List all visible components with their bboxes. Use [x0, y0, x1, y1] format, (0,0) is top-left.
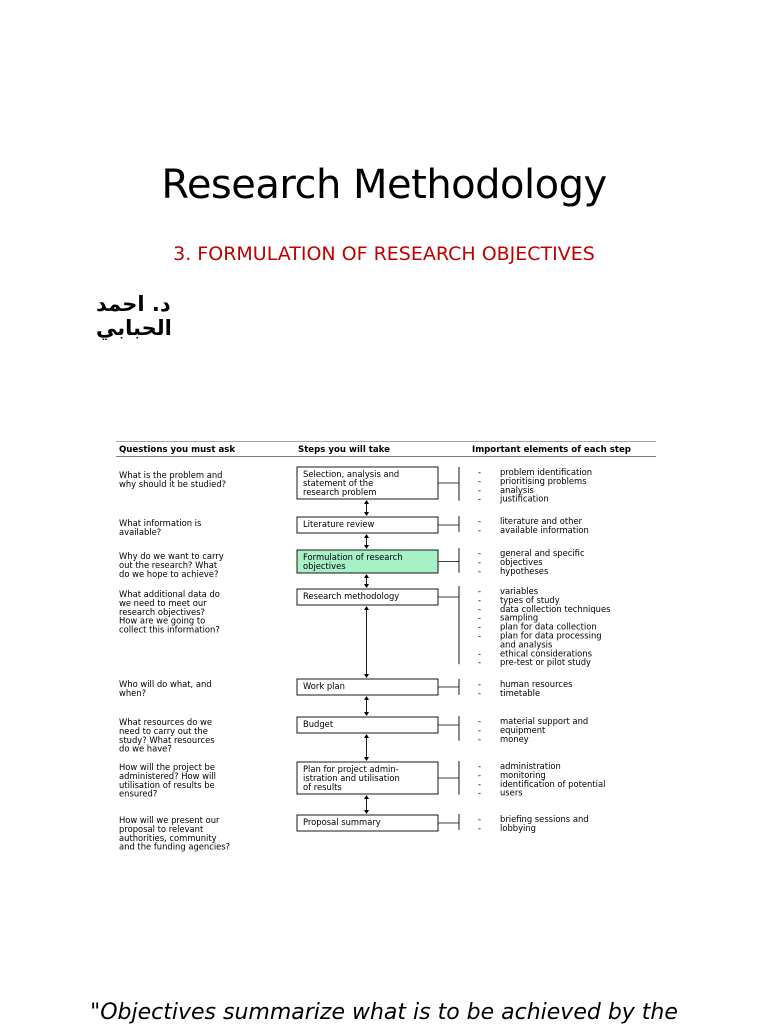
figure-content	[116, 442, 656, 852]
element-dash: -	[478, 724, 482, 735]
question-text: ensured?	[119, 788, 158, 799]
element-text: and analysis	[500, 639, 553, 650]
step-text: Work plan	[303, 681, 345, 691]
element-dash: -	[478, 814, 482, 824]
question-text: out the research? What	[119, 559, 218, 570]
element-dash: -	[478, 621, 482, 632]
element-text: types of study	[500, 594, 560, 605]
element-dash: -	[478, 586, 482, 596]
flow-arrow-up	[364, 795, 369, 799]
flow-arrow-down	[364, 712, 369, 716]
element-dash: -	[478, 761, 482, 771]
element-text: problem identification	[500, 467, 593, 477]
flow-arrow-up	[364, 500, 369, 504]
column-header: Steps you will take	[298, 445, 390, 455]
flow-arrow-up	[364, 696, 369, 700]
page-subtitle: 3. FORMULATION OF RESEARCH OBJECTIVES	[173, 243, 595, 265]
element-text: equipment	[500, 724, 546, 735]
element-dash: -	[478, 603, 482, 614]
question-text: Who will do what, and	[119, 679, 212, 689]
element-text: available information	[500, 524, 589, 535]
question-text: How will we present our	[119, 815, 220, 825]
element-text: plan for data collection	[500, 621, 597, 632]
question-text: utilisation of results be	[119, 779, 215, 790]
element-dash: -	[478, 524, 482, 535]
question-text: study? What resources	[119, 734, 215, 745]
element-dash: -	[478, 484, 482, 495]
element-text: administration	[500, 761, 561, 771]
element-dash: -	[478, 716, 482, 726]
element-text: sampling	[500, 612, 539, 623]
element-dash: -	[478, 687, 482, 698]
element-text: plan for data processing	[500, 630, 602, 641]
element-text: money	[500, 733, 529, 744]
element-text: general and specific	[500, 548, 585, 558]
element-text: hypotheses	[500, 565, 549, 576]
objectives-quote: "Objectives summarize what is to be achieved by the	[90, 1000, 678, 1025]
flow-arrow-down	[364, 757, 369, 761]
step-text: objectives	[303, 561, 346, 571]
flow-arrow-up	[364, 734, 369, 738]
author-name: د. احمد الحبابي	[96, 292, 172, 340]
element-text: monitoring	[500, 769, 546, 780]
question-text: available?	[119, 526, 162, 537]
step-text: Formulation of research	[303, 552, 403, 562]
element-text: human resources	[500, 679, 573, 689]
question-text: proposal to relevant	[119, 823, 204, 834]
question-text: What information is	[119, 518, 202, 528]
element-text: identification of potential	[500, 778, 606, 789]
flow-arrow-down	[364, 512, 369, 516]
element-dash: -	[478, 822, 482, 833]
step-text: Literature review	[303, 519, 375, 529]
question-text: What resources do we	[119, 717, 213, 727]
flow-arrow-down	[364, 584, 369, 588]
question-text: do we hope to achieve?	[119, 568, 219, 579]
element-dash: -	[478, 475, 482, 486]
element-dash: -	[478, 769, 482, 780]
element-text: pre-test or pilot study	[500, 657, 591, 668]
element-dash: -	[478, 787, 482, 798]
element-dash: -	[478, 556, 482, 567]
question-text: How will the project be	[119, 762, 216, 772]
element-text: literature and other	[500, 516, 583, 526]
flow-arrow-up	[364, 606, 369, 610]
step-text: Plan for project admin-	[303, 764, 399, 774]
step-text: Selection, analysis and	[303, 469, 400, 479]
page-title: Research Methodology	[161, 162, 607, 208]
question-text: administered? How will	[119, 770, 216, 781]
step-text: istration and utilisation	[303, 773, 400, 783]
step-text: Research methodology	[303, 591, 400, 601]
element-dash: -	[478, 612, 482, 623]
question-text: and the funding agencies?	[119, 841, 231, 852]
element-dash: -	[478, 594, 482, 605]
question-text: do we have?	[119, 743, 172, 754]
element-dash: -	[478, 493, 482, 504]
question-text: What additional data do	[119, 589, 220, 599]
element-text: material support and	[500, 716, 589, 726]
element-dash: -	[478, 630, 482, 641]
element-dash: -	[478, 516, 482, 526]
flow-arrow-up	[364, 574, 369, 578]
element-text: users	[500, 787, 523, 798]
question-text: research objectives?	[119, 606, 205, 617]
element-dash: -	[478, 657, 482, 668]
element-dash: -	[478, 679, 482, 689]
step-text: Proposal summary	[303, 817, 381, 827]
step-text: research problem	[303, 487, 377, 497]
column-header: Important elements of each step	[472, 445, 631, 455]
element-text: timetable	[500, 687, 541, 698]
element-text: data collection techniques	[500, 603, 611, 614]
question-text: How are we going to	[119, 615, 206, 626]
flow-arrow-down	[364, 674, 369, 678]
element-dash: -	[478, 467, 482, 477]
question-text: why should it be studied?	[119, 478, 227, 489]
element-dash: -	[478, 565, 482, 576]
element-text: analysis	[500, 484, 534, 495]
question-text: Why do we want to carry	[119, 551, 224, 561]
step-text: Budget	[303, 719, 334, 729]
question-text: What is the problem and	[119, 470, 223, 480]
question-text: need to carry out the	[119, 725, 208, 736]
flow-arrow-down	[364, 545, 369, 549]
element-text: briefing sessions and	[500, 814, 589, 824]
element-text: objectives	[500, 556, 543, 567]
step-text: of results	[303, 782, 342, 792]
element-text: justification	[500, 493, 549, 504]
column-header: Questions you must ask	[119, 445, 236, 455]
element-text: variables	[500, 586, 539, 596]
question-text: when?	[119, 687, 147, 698]
question-text: we need to meet our	[119, 597, 207, 608]
step-text: statement of the	[303, 478, 374, 488]
element-text: ethical considerations	[500, 648, 592, 659]
element-dash: -	[478, 778, 482, 789]
flow-arrow-up	[364, 534, 369, 538]
element-dash: -	[478, 648, 482, 659]
flow-arrow-down	[364, 810, 369, 814]
element-text: lobbying	[500, 822, 536, 833]
element-text: prioritising problems	[500, 475, 587, 486]
question-text: collect this information?	[119, 624, 220, 635]
element-dash: -	[478, 548, 482, 558]
element-dash: -	[478, 733, 482, 744]
question-text: authorities, community	[119, 832, 217, 843]
